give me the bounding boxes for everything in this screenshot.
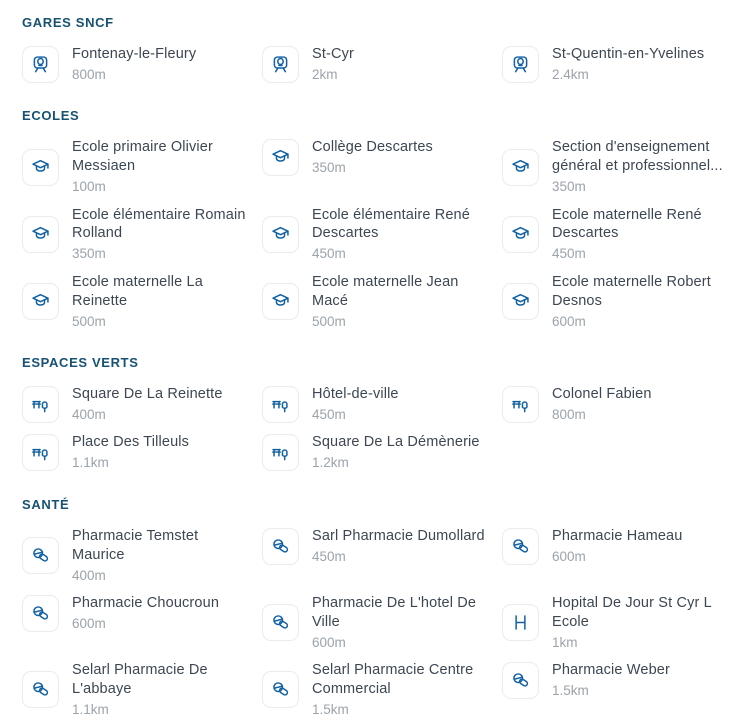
list-item[interactable] (262, 527, 502, 565)
item-text (552, 45, 704, 83)
item-distance: 1.2km (312, 455, 349, 471)
item-title: Hôtel-de-ville (312, 386, 399, 403)
item-distance: 1km (552, 634, 578, 650)
item-title: Pharmacie Choucroun (72, 595, 220, 612)
park-icon (22, 386, 59, 423)
item-distance: 400m (72, 567, 106, 583)
section-title: ECOLES (22, 108, 80, 124)
school-icon (502, 283, 539, 320)
item-distance: 450m (552, 246, 586, 262)
school-icon (262, 283, 299, 320)
train-icon (262, 46, 299, 83)
section-title: ESPACES VERTS (22, 355, 139, 371)
item-text (552, 385, 652, 423)
item-title: Selarl Pharmacie De L'abbaye (72, 662, 208, 698)
item-title: Selarl Pharmacie Centre Commercial (312, 662, 474, 698)
item-text (552, 661, 670, 699)
item-text (312, 385, 399, 423)
item-distance: 500m (72, 313, 106, 329)
item-title: St-Quentin-en-Yvelines (552, 46, 705, 62)
pharmacy-icon (262, 528, 299, 565)
item-text (72, 45, 196, 83)
pharmacy-icon (502, 662, 539, 699)
park-icon (262, 434, 299, 471)
item-text (312, 138, 433, 176)
list-item[interactable] (502, 138, 742, 195)
item-title: Ecole élémentaire Romain Rolland (72, 206, 246, 242)
list-item[interactable] (502, 385, 742, 423)
item-text (72, 138, 248, 195)
item-text (552, 527, 682, 565)
item-title: Pharmacie Temstet Maurice (72, 527, 199, 563)
item-text (312, 661, 488, 718)
train-icon (502, 46, 539, 83)
item-distance: 1.5km (312, 702, 349, 718)
item-distance: 350m (312, 160, 346, 176)
hospital-icon (502, 604, 539, 641)
pharmacy-icon (22, 537, 59, 574)
section-items (22, 527, 741, 719)
list-item[interactable] (262, 273, 502, 330)
list-item[interactable] (262, 661, 502, 718)
list-item[interactable] (22, 138, 262, 195)
list-item[interactable] (22, 594, 262, 632)
item-title: Ecole maternelle La Reinette (72, 273, 203, 309)
list-item[interactable] (262, 45, 502, 83)
item-distance: 600m (552, 313, 586, 329)
list-item[interactable] (262, 594, 502, 651)
item-title: Ecole élémentaire René Descartes (312, 206, 470, 242)
item-distance: 2km (312, 66, 338, 82)
school-icon (22, 283, 59, 320)
item-text (72, 206, 248, 263)
train-icon (22, 46, 59, 83)
item-distance: 1.5km (552, 683, 589, 699)
section-ecoles (22, 108, 741, 330)
section-items (22, 385, 741, 472)
park-icon (262, 386, 299, 423)
item-distance: 450m (312, 246, 346, 262)
item-distance: 1.1km (72, 702, 109, 718)
section-gares-sncf (22, 15, 741, 83)
park-icon (22, 434, 59, 471)
item-text (312, 594, 488, 651)
list-item[interactable] (22, 273, 262, 330)
school-icon (502, 149, 539, 186)
item-distance: 100m (72, 179, 106, 195)
list-item[interactable] (502, 527, 742, 565)
item-title: Square De La Reinette (72, 386, 223, 403)
item-text (72, 594, 219, 632)
item-title: Section d'enseignement général et professionnel... (552, 139, 723, 175)
list-item[interactable] (22, 385, 262, 423)
section-espaces-verts (22, 355, 741, 472)
item-title: Pharmacie Weber (552, 662, 670, 679)
item-distance: 2.4km (552, 66, 589, 82)
item-distance: 350m (552, 179, 586, 195)
item-title: Fontenay-le-Fleury (72, 46, 197, 62)
pharmacy-icon (502, 528, 539, 565)
item-title: Ecole maternelle Jean Macé (312, 273, 459, 309)
item-distance: 800m (552, 406, 586, 422)
section-items (22, 138, 741, 330)
list-item[interactable] (262, 433, 502, 471)
item-distance: 600m (552, 548, 586, 564)
item-text (72, 273, 248, 330)
list-item[interactable] (22, 527, 262, 584)
item-title: Place Des Tilleuls (72, 434, 190, 451)
item-title: Ecole maternelle Robert Desnos (552, 273, 711, 309)
list-item[interactable] (22, 45, 262, 83)
item-distance: 1.1km (72, 455, 109, 471)
list-item[interactable] (502, 661, 742, 699)
pharmacy-icon (262, 604, 299, 641)
school-icon (22, 216, 59, 253)
list-item[interactable] (22, 206, 262, 263)
item-title: Pharmacie Hameau (552, 527, 683, 544)
item-title: Ecole primaire Olivier Messiaen (72, 139, 213, 175)
item-title: Sarl Pharmacie Dumollard (312, 527, 485, 544)
item-text (552, 273, 728, 330)
list-item[interactable] (262, 138, 502, 176)
item-text (312, 45, 354, 83)
item-text (552, 138, 728, 195)
list-item[interactable] (22, 433, 262, 471)
item-distance: 450m (312, 406, 346, 422)
item-text (72, 661, 248, 718)
item-text (312, 206, 488, 263)
section-items (22, 45, 741, 83)
item-text (312, 527, 485, 565)
item-distance: 600m (72, 615, 106, 631)
item-text (552, 206, 728, 263)
park-icon (502, 386, 539, 423)
school-icon (262, 216, 299, 253)
item-distance: 800m (72, 66, 106, 82)
item-distance: 450m (312, 548, 346, 564)
item-title: Hopital De Jour St Cyr L Ecole (552, 595, 712, 630)
item-title: Square De La Démènerie (312, 434, 480, 451)
school-icon (262, 139, 299, 176)
list-item[interactable] (502, 45, 742, 83)
section-title: SANTÉ (22, 496, 70, 512)
pharmacy-icon (22, 671, 59, 708)
item-title: Pharmacie De L'hotel De Ville (312, 595, 477, 630)
item-text (72, 385, 223, 423)
item-title: St-Cyr (312, 46, 354, 62)
list-item[interactable] (502, 206, 742, 263)
item-text (72, 433, 189, 471)
item-distance: 350m (72, 246, 106, 262)
item-text (312, 273, 488, 330)
list-item[interactable] (502, 594, 742, 651)
item-title: Ecole maternelle René Descartes (552, 206, 702, 242)
item-title: Collège Descartes (312, 139, 433, 156)
item-text (312, 433, 480, 471)
list-item[interactable] (262, 206, 502, 263)
section-sante (22, 497, 741, 719)
list-item[interactable] (22, 661, 262, 718)
amenities-list (22, 15, 741, 719)
item-title: Colonel Fabien (552, 386, 652, 403)
school-icon (502, 216, 539, 253)
item-text (72, 527, 248, 584)
section-title: GARES SNCF (22, 15, 114, 30)
item-distance: 600m (312, 634, 346, 650)
pharmacy-icon (262, 671, 299, 708)
item-text (552, 594, 728, 651)
pharmacy-icon (22, 595, 59, 632)
list-item[interactable] (502, 273, 742, 330)
item-distance: 400m (72, 406, 106, 422)
school-icon (22, 149, 59, 186)
item-distance: 500m (312, 313, 346, 329)
list-item[interactable] (262, 385, 502, 423)
